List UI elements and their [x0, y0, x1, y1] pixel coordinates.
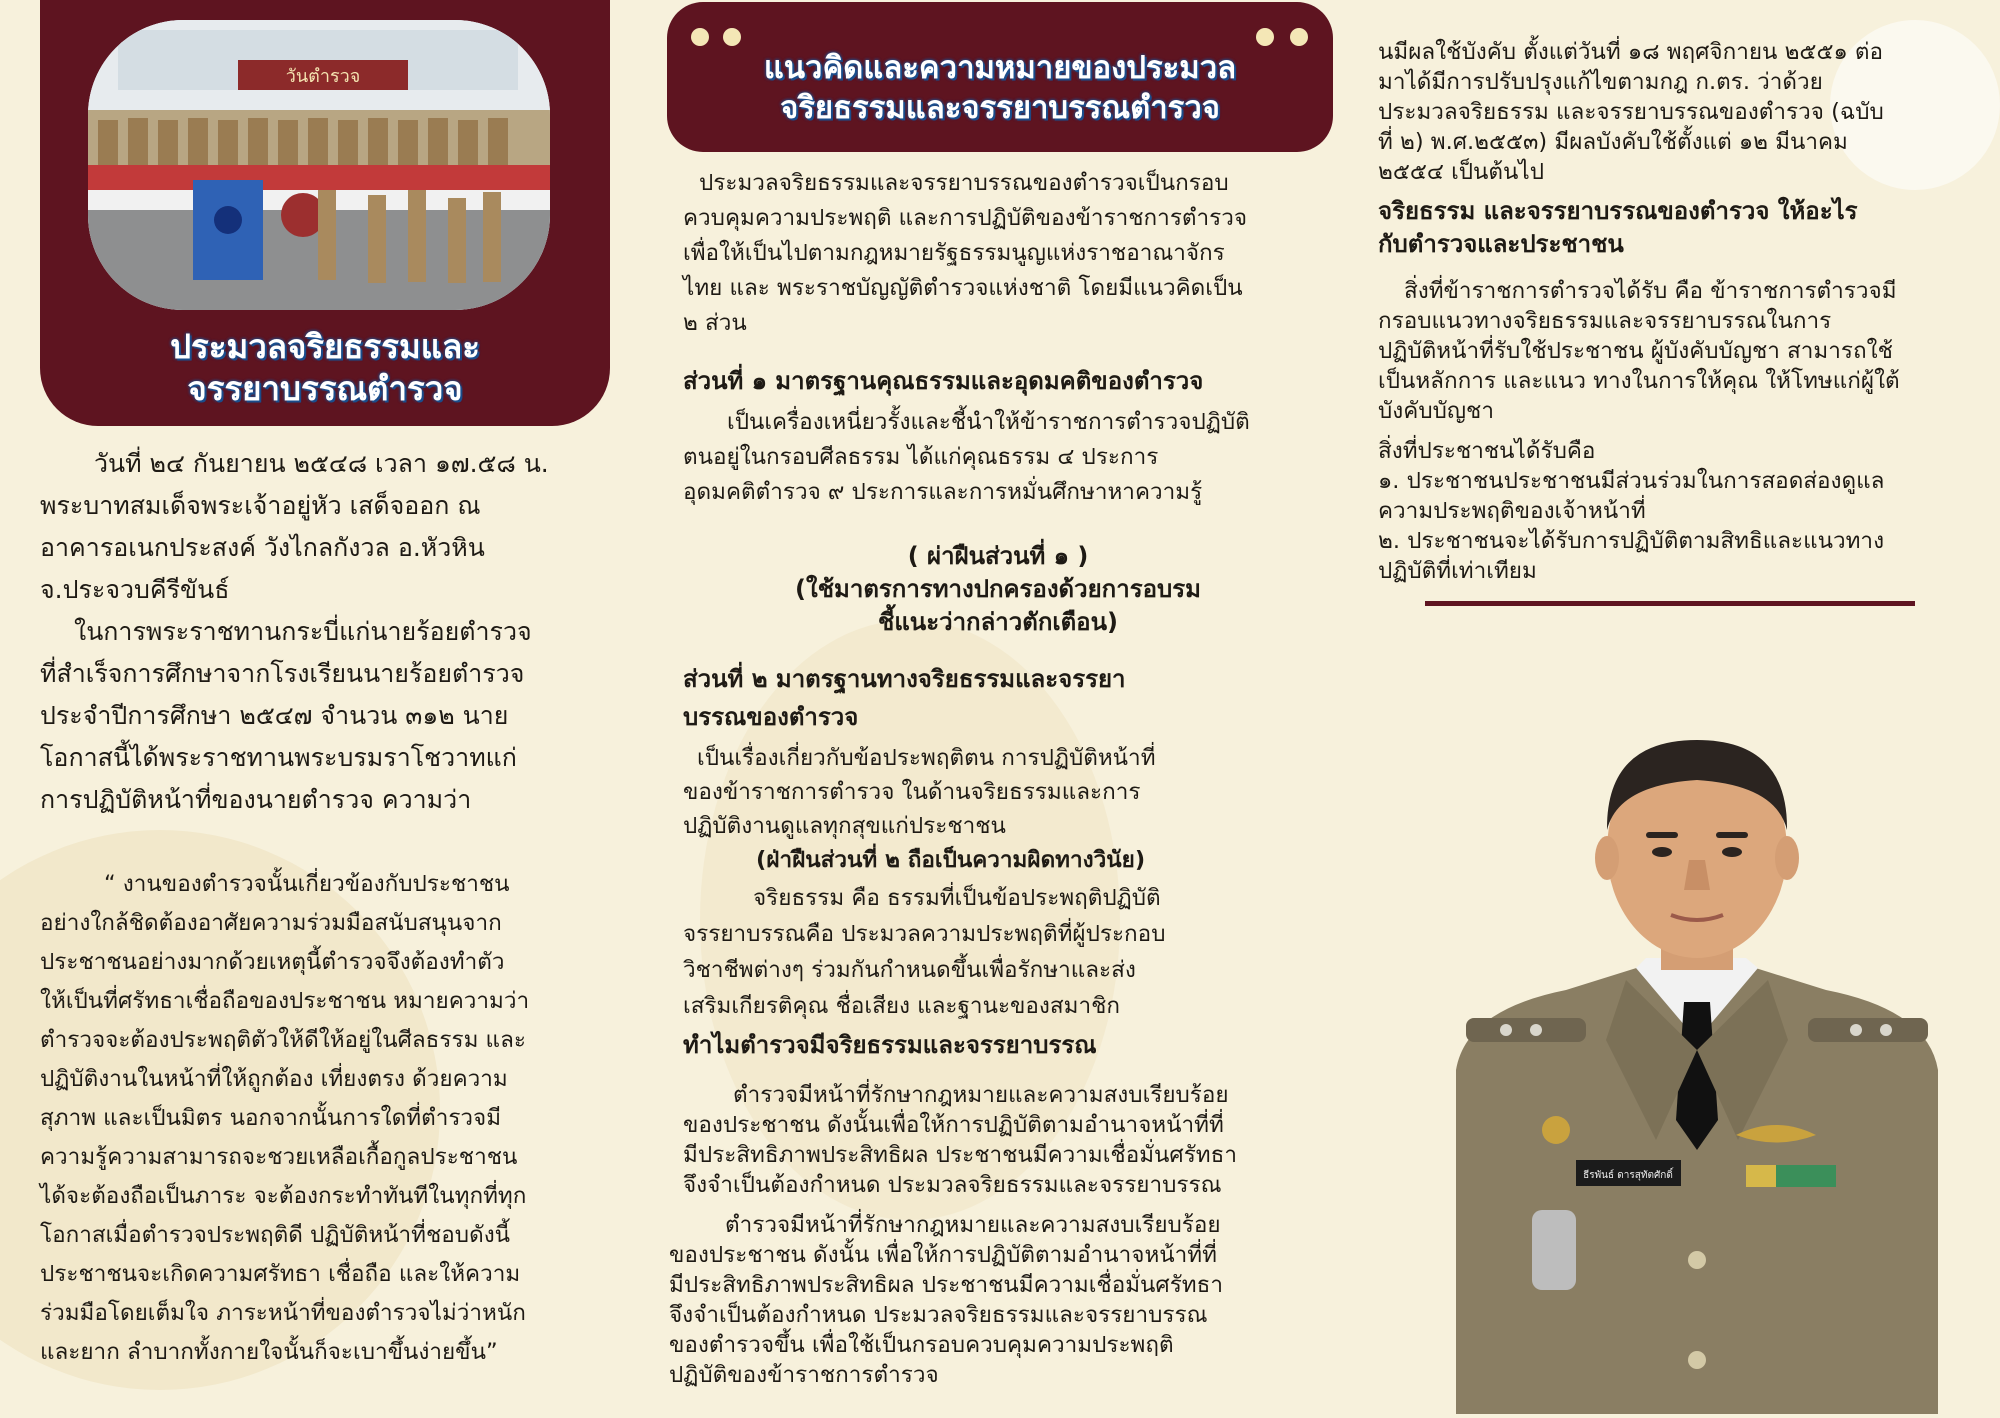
quote-line: ปฏิบัติงานในหน้าที่ให้ถูกต้อง เที่ยงตรง ด้วยความ	[40, 1066, 508, 1092]
cover-title-line-2: จรรยาบรรณตำรวจ	[187, 369, 463, 408]
cover-title	[40, 326, 610, 410]
text-line: วิชาชีพต่างๆ ร่วมกันกำหนดขึ้นเพื่อรักษาและส่ง	[683, 957, 1136, 983]
banner-title-line-1: แนวคิดและความหมายของประมวล	[763, 50, 1237, 86]
text-line: ๒. ประชาชนจะได้รับการปฏิบัติตามสิทธิและแนวทาง	[1378, 528, 1885, 554]
text-line: มาได้มีการปรับปรุงแก้ไขตามกฎ ก.ตร. ว่าด้วย	[1378, 69, 1823, 95]
text-line: ๒ ส่วน	[683, 310, 747, 336]
quote-line: “ งานของตำรวจนั้นเกี่ยวข้องกับประชาชน	[104, 871, 510, 897]
quote-line: ร่วมมือโดยเต็มใจ ภาระหน้าที่ของตำรวจไม่ว่าหนัก	[40, 1300, 526, 1326]
quote-line: ได้จะต้องถือเป็นภาระ จะต้องกระทำทันทีในทุกที่ทุก	[40, 1183, 527, 1209]
text-line: ส่วนที่ ๒ มาตรฐานทางจริยธรรมและจรรยา	[683, 665, 1126, 693]
text-line: ของข้าราชการตำรวจ ในด้านจริยธรรมและการ	[683, 779, 1141, 805]
quote-line: ประชาชนจะเกิดความศรัทธา เชื่อถือ และให้ความ	[40, 1261, 521, 1287]
part2-body	[683, 741, 1333, 843]
text-line: ปฏิบัติของข้าราชการตำรวจ	[669, 1362, 939, 1388]
officer-portrait	[1456, 740, 1938, 1414]
text-line: ตนอยู่ในกรอบศีลธรรม ได้แก่คุณธรรม ๔ ประการ	[683, 444, 1159, 470]
text-line: ปฏิบัติหน้าที่รับใช้ประชาชน ผู้บังคับบัญชา สามารถใช้	[1378, 338, 1893, 364]
quote-line: สุภาพ และเป็นมิตร นอกจากนั้นการใดที่ตำรวจมี	[40, 1105, 502, 1131]
quote-line: ให้เป็นที่ศรัทธาเชื่อถือของประชาชน หมายความว่า	[40, 988, 530, 1014]
text-line: ในการพระราชทานกระบี่แก่นายร้อยตำรวจ	[74, 617, 532, 646]
text-line: ชี้แนะว่ากล่าวตักเตือน)	[878, 608, 1118, 636]
police-benefits	[1378, 276, 1978, 426]
text-line: จึงจำเป็นต้องกำหนด ประมวลจริยธรรมและจรรยาบรรณ	[683, 1172, 1222, 1198]
part2-breach-note: (ฝ่าฝืนส่วนที่ ๒ ถือเป็นความผิดทางวินัย)	[756, 847, 1146, 873]
text-line: ที่สำเร็จการศึกษาจากโรงเรียนนายร้อยตำรวจ	[40, 659, 525, 688]
text-line: ประมวลจริยธรรม และจรรยาบรรณของตำรวจ (ฉบับ	[1378, 99, 1884, 125]
intro-text	[40, 443, 610, 821]
text-line: จริยธรรม และจรรยาบรรณของตำรวจ ให้อะไร	[1378, 197, 1858, 225]
banner-dot	[723, 28, 741, 46]
text-line: จรรยาบรรณคือ ประมวลความประพฤติที่ผู้ประกอบ	[683, 921, 1166, 947]
text-line: ของตำรวจขึ้น เพื่อใช้เป็นกรอบควบคุมความประพฤติ	[669, 1332, 1174, 1358]
text-line: ความประพฤติของเจ้าหน้าที่	[1378, 498, 1646, 524]
text-line: ปฏิบัติที่เท่าเทียม	[1378, 558, 1537, 584]
text-line: ของประชาชน ดังนั้น เพื่อให้การปฏิบัติตามอำนาจหน้าที่ที่	[669, 1242, 1217, 1268]
text-line: จ.ประจวบคีรีขันธ์	[40, 575, 230, 604]
part2-heading	[683, 660, 1333, 736]
concept-intro	[683, 166, 1333, 341]
text-line: ประจำปีการศึกษา ๒๕๔๗ จำนวน ๓๑๒ นาย	[40, 701, 509, 730]
cover-title-line-1: ประมวลจริยธรรมและ	[170, 327, 480, 366]
text-line: เป็นเรื่องเกี่ยวกับข้อประพฤติตน การปฏิบัติหน้าที่	[697, 745, 1156, 771]
text-line: โอกาสนี้ได้พระราชทานพระบรมราโชวาทแก่	[40, 743, 517, 772]
text-line: จริยธรรม คือ ธรรมที่เป็นข้อประพฤติปฏิบัติ	[753, 885, 1161, 911]
public-benefits-heading: สิ่งที่ประชาชนได้รับคือ	[1378, 438, 1596, 464]
text-line: ๒๕๕๔ เป็นต้นไป	[1378, 159, 1545, 185]
text-line: ไทย และ พระราชบัญญัติตำรวจแห่งชาติ โดยมีแนวคิดเป็น	[683, 275, 1243, 301]
text-line: เป็นเครื่องเหนี่ยวรั้งและชี้นำให้ข้าราชการตำรวจปฏิบัติ	[727, 409, 1250, 435]
definitions	[683, 880, 1333, 1024]
text-line: พระบาทสมเด็จพระเจ้าอยู่หัว เสด็จออก ณ	[40, 491, 481, 520]
why-heading: ทำไมตำรวจมีจริยธรรมและจรรยาบรรณ	[683, 1031, 1097, 1059]
text-line: ควบคุมความประพฤติ และการปฏิบัติของข้าราชการตำรวจ	[683, 205, 1248, 231]
text-line: สิ่งที่ข้าราชการตำรวจได้รับ คือ ข้าราชการตำรวจมี	[1404, 278, 1897, 304]
text-line: ที่ ๒) พ.ศ.๒๕๕๓) มีผลบังคับใช้ตั้งแต่ ๑๒ มีนาคม	[1378, 129, 1848, 155]
nametag-text: ธีรพันธ์ ดารสุทัตศักดิ์	[1583, 1170, 1673, 1181]
text-line: ๑. ประชาชนประชาชนมีส่วนร่วมในการสอดส่องดูแล	[1378, 468, 1885, 494]
part1-heading: ส่วนที่ ๑ มาตรฐานคุณธรรมและอุดมคติของตำรวจ	[683, 367, 1204, 395]
text-line: (ใช้มาตรการทางปกครองด้วยการอบรม	[795, 575, 1201, 603]
quote-line: ความรู้ความสามารถจะชวยเหลือเกื้อกูลประชาชน	[40, 1144, 518, 1170]
photo-sign-text: วันตำรวจ	[285, 66, 361, 87]
banner-title-line-2: จริยธรรมและจรรยาบรรณตำรวจ	[780, 90, 1220, 126]
text-line: ตำรวจมีหน้าที่รักษากฎหมายและความสงบเรียบร้อย	[733, 1082, 1229, 1108]
quote-line: ตำรวจจะต้องประพฤติตัวให้ดีให้อยู่ในศีลธรรม และ	[40, 1027, 526, 1053]
text-line: เพื่อให้เป็นไปตามกฎหมายรัฐธรรมนูญแห่งราชอาณาจักร	[683, 240, 1225, 266]
text-line: มีประสิทธิภาพประสิทธิผล ประชาชนมีความเชื่อมั่นศรัทธา	[669, 1272, 1223, 1298]
text-line: เสริมเกียรติคุณ ชื่อเสียง และฐานะของสมาชิก	[683, 993, 1121, 1019]
text-line: ตำรวจมีหน้าที่รักษากฎหมายและความสงบเรียบร้อย	[725, 1212, 1221, 1238]
why-paragraph-1	[683, 1080, 1333, 1200]
quote-line: โอกาสเมื่อตำรวจประพฤติดี ปฏิบัติหน้าที่ชอบดังนี้	[40, 1222, 511, 1248]
text-line: บรรณของตำรวจ	[683, 703, 859, 731]
text-line: ปฏิบัติงานดูแลทุกสุขแก่ประชาชน	[683, 813, 1006, 839]
quote-line: และยาก ลำบากทั้งกายใจนั้นก็จะเบาขึ้นง่ายขึ้น”	[40, 1339, 498, 1365]
part1-breach-note	[683, 540, 1313, 639]
banner-dot	[1256, 28, 1274, 46]
text-line: ( ผ่าฝืนส่วนที่ ๑ )	[907, 542, 1089, 570]
benefit-heading	[1378, 195, 1978, 261]
text-line: การปฏิบัติหน้าที่ของนายตำรวจ ความว่า	[40, 785, 472, 814]
banner-dot	[691, 28, 709, 46]
why-paragraph-2	[669, 1210, 1333, 1390]
royal-quote	[40, 865, 610, 1372]
effective-date-text	[1378, 37, 1978, 187]
quote-line: อย่างใกล้ชิดต้องอาศัยความร่วมมือสนับสนุนจาก	[40, 910, 502, 936]
text-line: นมีผลใช้บังคับ ตั้งแต่วันที่ ๑๘ พฤศจิกายน ๒๕๕๑ ต่อ	[1378, 39, 1884, 65]
text-line: อุดมคติตำรวจ ๙ ประการและการหมั่นศึกษาหาความรู้	[683, 479, 1203, 505]
public-benefits	[1378, 436, 1978, 586]
text-line: ประมวลจริยธรรมและจรรยาบรรณของตำรวจเป็นกรอบ	[699, 170, 1229, 196]
text-line: วันที่ ๒๔ กันยายน ๒๕๔๘ เวลา ๑๗.๕๘ น.	[94, 449, 549, 478]
text-line: อาคารอเนกประสงค์ วังไกลกังวล อ.หัวหิน	[40, 533, 485, 562]
quote-line: ประชาชนอย่างมากด้วยเหตุนี้ตำรวจจึงต้องทำตัว	[40, 949, 505, 975]
banner-dot	[1290, 28, 1308, 46]
text-line: กรอบแนวทางจริยธรรมและจรรยาบรรณในการ	[1378, 308, 1832, 334]
section-divider	[1425, 601, 1915, 606]
text-line: จึงจำเป็นต้องกำหนด ประมวลจริยธรรมและจรรยาบรรณ	[669, 1302, 1208, 1328]
ceremony-photo	[88, 20, 550, 310]
text-line: บังคับบัญชา	[1378, 398, 1494, 424]
text-line: มีประสิทธิภาพประสิทธิผล ประชาชนมีความเชื่อมั่นศรัทธา	[683, 1142, 1237, 1168]
text-line: เป็นหลักการ และแนว ทางในการให้คุณ ให้โทษแก่ผู้ใต้	[1378, 368, 1900, 394]
banner-title	[667, 48, 1333, 128]
text-line: ของประชาชน ดังนั้นเพื่อให้การปฏิบัติตามอำนาจหน้าที่ที่	[683, 1112, 1224, 1138]
part1-body	[683, 405, 1333, 510]
text-line: กับตำรวจและประชาชน	[1378, 230, 1624, 258]
